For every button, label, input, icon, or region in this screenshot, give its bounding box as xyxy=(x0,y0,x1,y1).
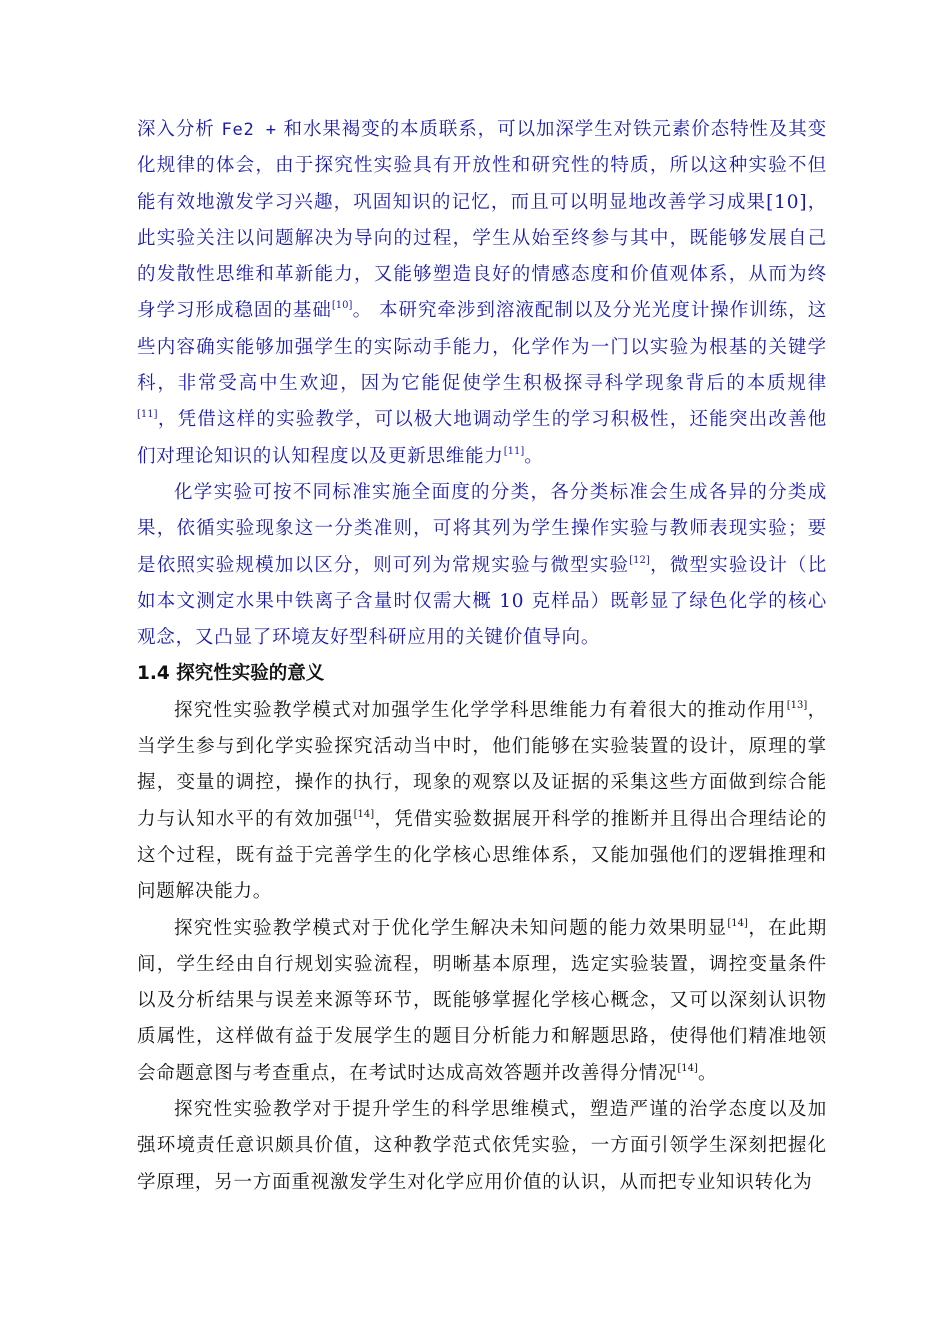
citation: [11] xyxy=(503,445,525,457)
citation: [12] xyxy=(629,554,650,566)
citation: [14] xyxy=(353,808,375,820)
paragraph-experiment-classification xyxy=(137,475,827,656)
text: ，当学生参与到化学实验探究活动当中时，他们能够在实验装置的设计，原理的掌握，变量的调控，操作的执行，现象的观察以及证据的采集这些方面做到综合能力与认知水平的有效加强 xyxy=(137,699,827,830)
text: 探究性实验教学模式对加强学生化学学科思维能力有着很大的推动作用 xyxy=(174,699,787,721)
paragraph-problem-solving xyxy=(137,911,827,1092)
chemical-formula: Fe2 + xyxy=(221,120,277,140)
text: 化学实验可按不同标准实施全面度的分类，各分类标准会生成各异的分类成果，依循实验现象这一分类准则，可将其列为学生操作实验与教师表现实验；要是依照实验规模加以区分，则可列为常规实验与微型实验 xyxy=(137,481,827,576)
text: 。 本研究牵涉到溶液配制以及分光光度计操作训练，这些内容确实能够加强学生的实际动手能力，化学作为一门以实验为根基的关键学科，非常受高中生欢迎，因为它能促使学生积极探寻科学现象背后的本质规律 xyxy=(137,300,827,395)
text: 探究性实验教学对于提升学生的科学思维模式，塑造严谨的治学态度以及加强环境责任意识颇具价值，这种教学范式依凭实验，一方面引领学生深刻把握化学原理，另一方面重视激发学生对化学应用价值的认识，从而把专业知识转化为 xyxy=(137,1099,827,1193)
text: ，凭借实验数据展开科学的推断并且得出合理结论的这个过程，既有益于完善学生的化学核心思维体系，又能加强他们的逻辑推理和问题解决能力。 xyxy=(137,808,827,903)
paragraph-thinking-ability xyxy=(137,693,827,911)
paragraph-exploratory-value xyxy=(137,112,827,475)
citation: [11] xyxy=(137,409,158,421)
text: ，凭借这样的实验教学，可以极大地调动学生的学习积极性，还能突出改善他们对理论知识的认知程度以及更新思维能力 xyxy=(137,409,827,467)
text: 探究性实验教学模式对于优化学生解决未知问题的能力效果明显 xyxy=(174,917,728,939)
text: 和水果褐变的本质联系，可以加深学生对铁元素价态特性及其变化规律的体会，由于探究性实验具有开放性和研究性的特质，所以这种实验不但能有效地激发学习兴趣，巩固知识的记忆，而且可以明显地改善学习成果[10]，此实验关注以问题解决为导向的过程，学生从始至终参与其中，既能够发展自己的发散性思维和革新能力，又能够塑造良好的情感态度和价值观体系，从而为终身学习形成稳固的基础 xyxy=(137,119,827,322)
citation: [13] xyxy=(786,699,808,711)
text: ，在此期间，学生经由自行规划实验流程，明晰基本原理，选定实验装置，调控变量条件以及分析结果与误差来源等环节，既能够掌握化学核心概念，又可以深刻认识物质属性，这样做有益于发展学生的题目分析能力和解题思路，使得他们精准地领会命题意图与考查重点，在考试时达成高效答题并改善得分情况 xyxy=(137,917,827,1084)
document-page xyxy=(137,112,827,1201)
citation: [14] xyxy=(727,917,748,929)
text: ，微型实验设计（比如本文测定水果中铁离子含量时仅需大概 10 克样品）既彰显了绿色化学的核心观念，又凸显了环境友好型科研应用的关键价值导向。 xyxy=(137,554,827,649)
text: 深入分析 xyxy=(137,119,222,140)
citation: [10] xyxy=(331,300,353,312)
section-heading: 1.4 探究性实验的意义 xyxy=(137,663,325,685)
paragraph-scientific-thinking xyxy=(137,1092,827,1201)
text: 。 xyxy=(524,445,544,467)
text: 。 xyxy=(697,1062,718,1084)
citation: [14] xyxy=(677,1062,698,1074)
